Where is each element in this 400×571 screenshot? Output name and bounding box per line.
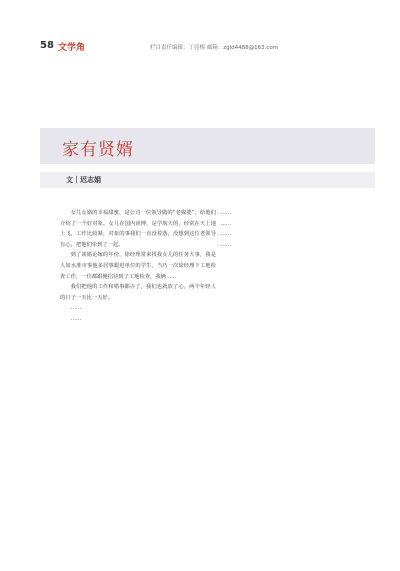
article-author: 文｜迟志娟 <box>66 176 101 184</box>
paragraph: …… <box>220 241 232 248</box>
article-title: 家有贤婿 <box>62 140 134 160</box>
paragraph: 女儿女婿的幸福甜蜜，是公司一位领导做的“老媒婆”，给他们介绍了一个好对象。女儿在国内读博，是学航天的，经常在天上地上飞，工作比较紧，对象的事我们一直没着落，没想到这位老领导有心，把他们牵到了一起。 <box>60 210 216 248</box>
paragraph: …… <box>70 305 82 312</box>
paragraph: …… <box>70 315 82 322</box>
right-column <box>210 208 366 250</box>
left-column <box>60 208 216 325</box>
editor-info: 栏目责任编辑：丁亮梅 邮箱：zgld4488@163.com <box>150 45 279 51</box>
paragraph: …… <box>220 210 232 216</box>
page-number: 58 <box>40 40 54 51</box>
paragraph: …… <box>220 231 232 238</box>
section-title: 文学角 <box>58 43 86 53</box>
paragraph: …… <box>220 220 232 227</box>
author-block <box>40 172 375 188</box>
paragraph: 到了谈婚论嫁的年份，徐经理常来找我女儿的任务大事，我是人如水准市事他多居事跟进单位的学生，当巧一次徐经理下工地检查工作，一位都跟俺招待到了工地检查，我俩…… <box>60 252 216 280</box>
title-block <box>40 128 375 164</box>
paragraph: 我们把他的工作和婚事都办了，我们也就放了心，两个年轻人的日子一天比一天好。 <box>60 284 216 301</box>
